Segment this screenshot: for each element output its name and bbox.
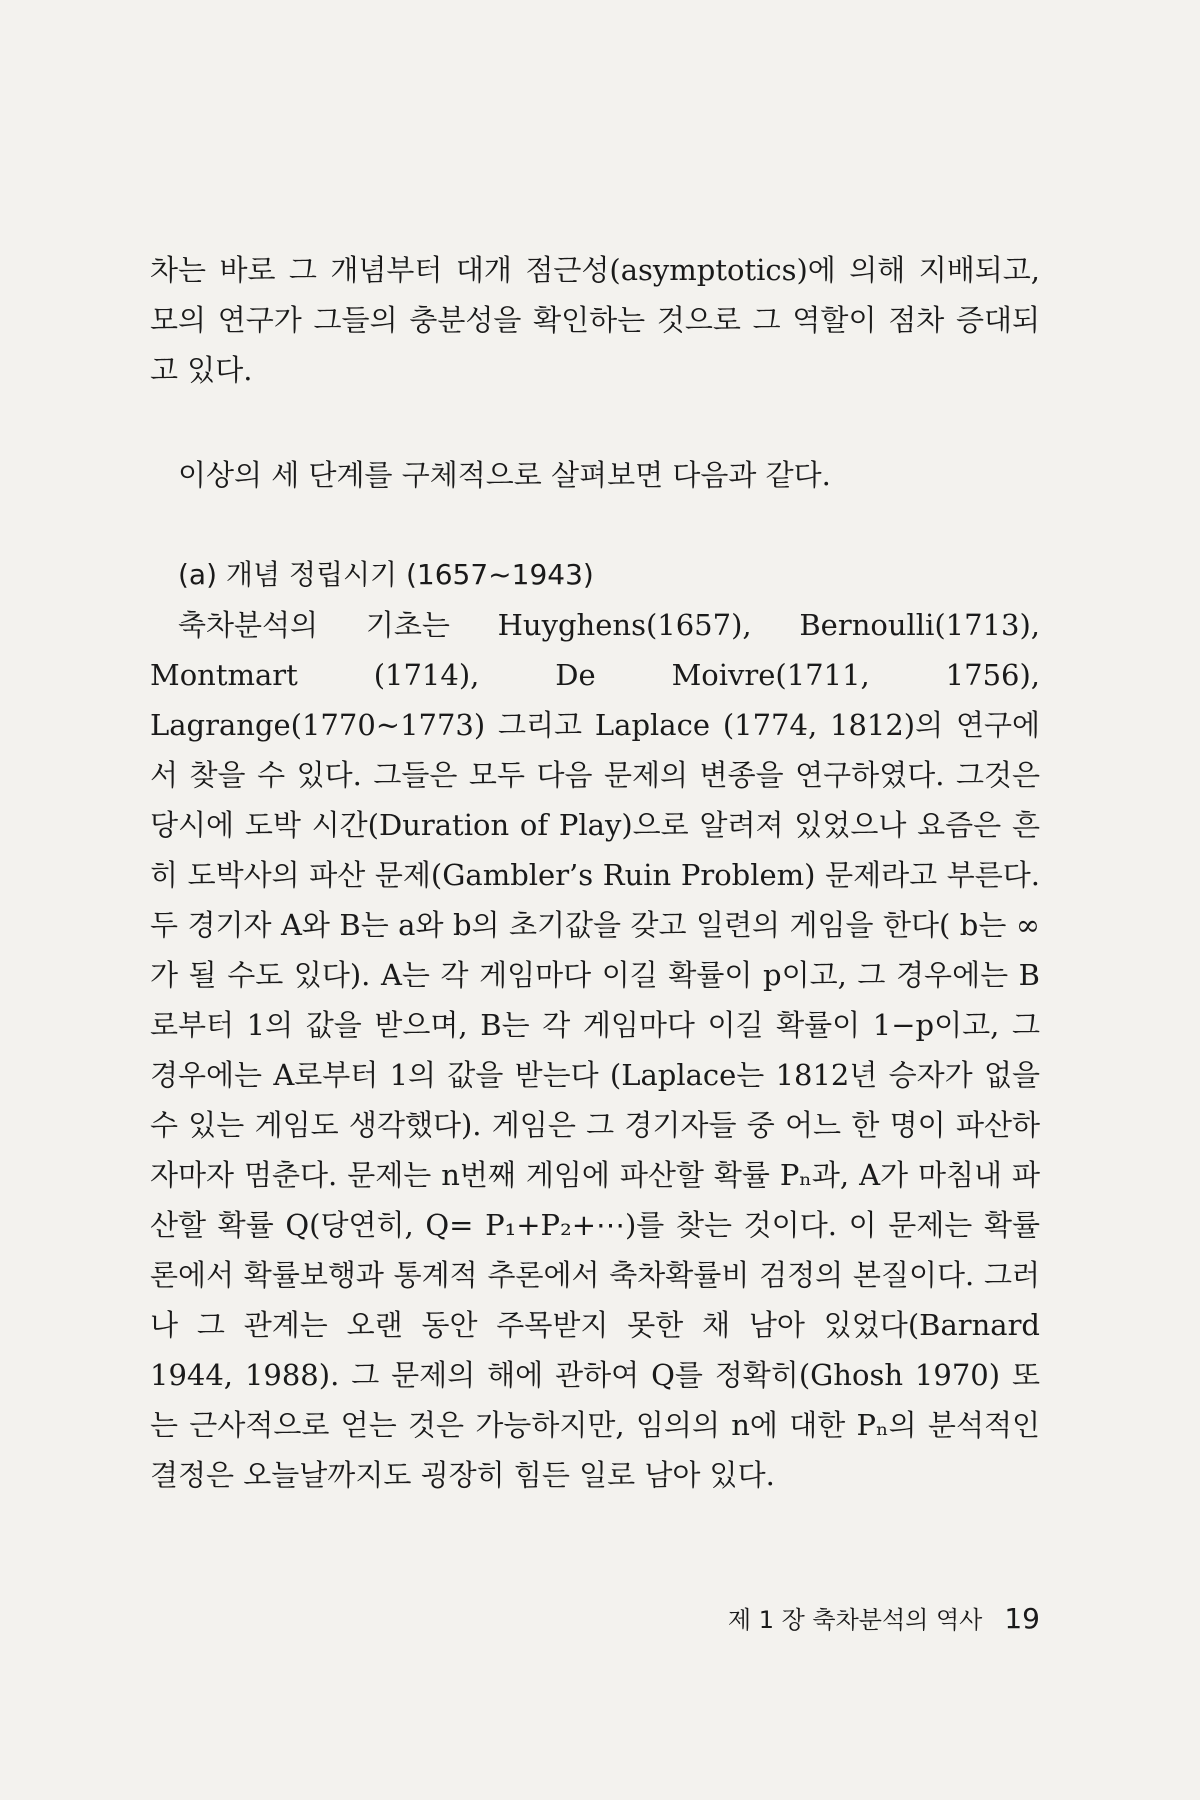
section-heading: (a) 개념 정립시기 (1657~1943)	[178, 558, 594, 591]
stages-paragraph: 이상의 세 단계를 구체적으로 살펴보면 다음과 같다.	[178, 458, 831, 492]
page-footer	[728, 1600, 1040, 1635]
intro-paragraph: 차는 바로 그 개념부터 대개 점근성(asymptotics)에 의해 지배되고, 모의 연구가 그들의 충분성을 확인하는 것으로 그 역할이 점차 증대되고 있다.	[150, 253, 1040, 387]
page-number: 19	[1004, 1602, 1040, 1635]
main-paragraph: 축차분석의 기초는 Huyghens(1657), Bernoulli(1713), Montmart (1714), De Moivre(1711, 1756), Lagrange(1770~1773) 그리고 Laplace (1774, 1812)의 연구에서 찾을 수 있다. 그들은 모두 다음 문제의 변종을 연구하였다. 그것은 당시에 도박 시간(Duration of Play)으로 알려져 있었으나 요즘은 흔히 도박사의 파산 문제(Gambler’s Ruin Problem) 문제라고 부른다. 두 경기자 A와 B는 a와 b의 초기값을 갖고 일련의 게임을 한다( b는 ∞가 될 수도 있다). A는 각 게임마다 이길 확률이 p이고, 그 경우에는 B로부터 1의 값을 받으며, B는 각 게임마다 이길 확률이 1−p이고, 그 경우에는 A로부터 1의 값을 받는다 (Laplace는 1812년 승자가 없을 수 있는 게임도 생각했다). 게임은 그 경기자들 중 어느 한 명이 파산하자마자 멈춘다. 문제는 n번째 게임에 파산할 확률 Pₙ과, A가 마침내 파산할 확률 Q(당연히, Q= P₁+P₂+⋯)를 찾는 것이다. 이 문제는 확률론에서 확률보행과 통계적 추론에서 축차확률비 검정의 본질이다. 그러나 그 관계는 오랜 동안 주목받지 못한 채 남아 있었다(Barnard 1944, 1988). 그 문제의 해에 관하여 Q를 정확히(Ghosh 1970) 또는 근사적으로 얻는 것은 가능하지만, 임의의 n에 대한 Pₙ의 분석적인 결정은 오늘날까지도 굉장히 힘든 일로 남아 있다.	[150, 608, 1040, 1492]
chapter-title: 제 1 장 축차분석의 역사	[727, 1606, 983, 1634]
